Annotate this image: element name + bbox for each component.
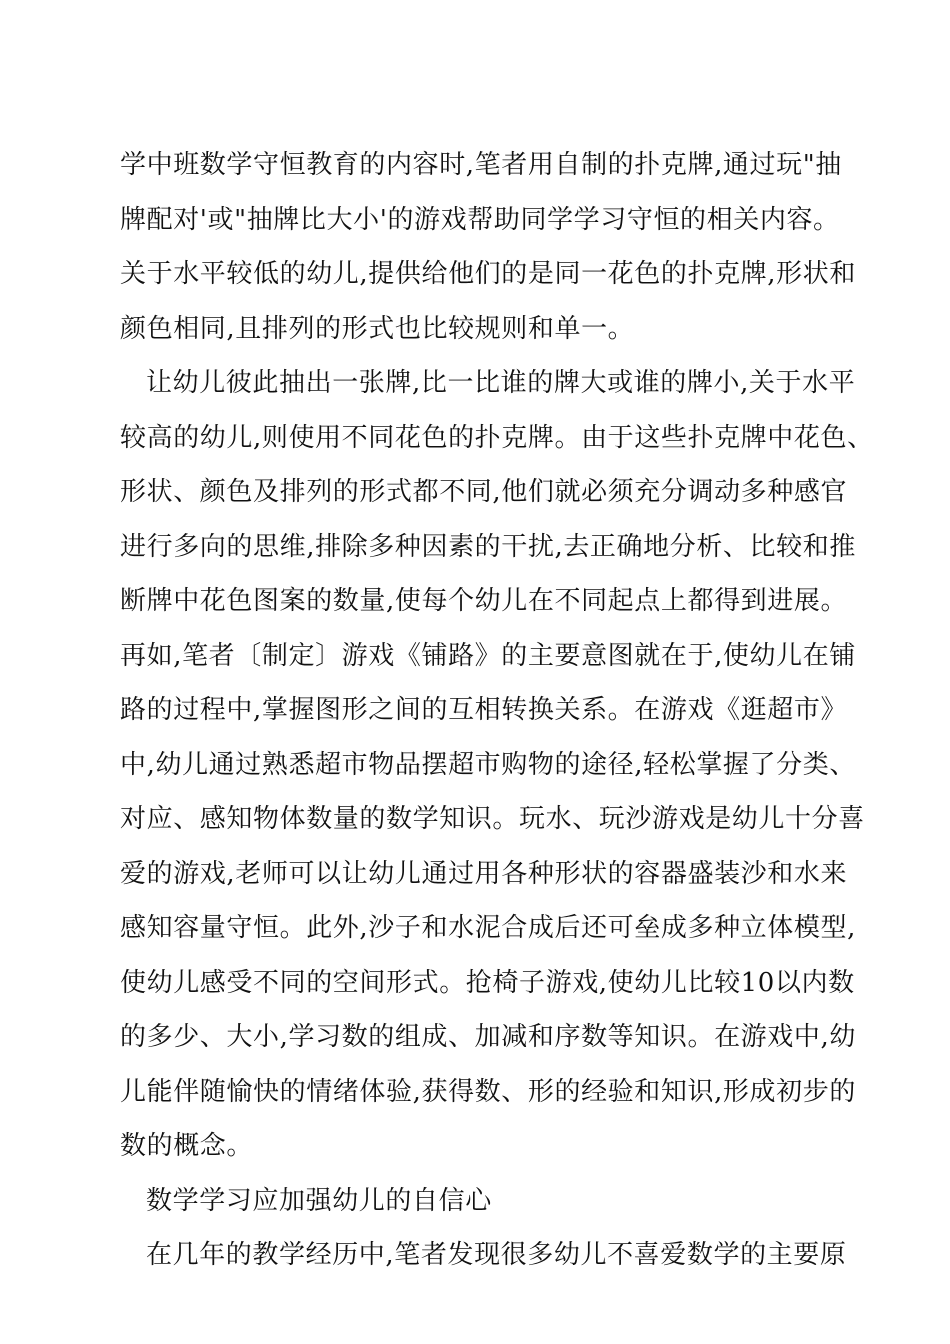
text-line-18: 儿能伴随愉快的情绪体验,获得数、形的经验和知识,形成初步的	[120, 1076, 856, 1107]
text-line-3: 关于水平较低的幼儿,提供给他们的是同一花色的扑克牌,形状和	[120, 259, 856, 289]
text-line-9: 断牌中花色图案的数量,使每个幼儿在不同起点上都得到进展。	[120, 586, 848, 616]
text-line-14: 爱的游戏,老师可以让幼儿通过用各种形状的容器盛装沙和水来	[120, 858, 848, 889]
text-line-21: 在几年的教学经历中,笔者发现很多幼儿不喜爱数学的主要原	[146, 1240, 847, 1270]
text-line-19: 数的概念。	[120, 1131, 254, 1161]
text-line-16: 使幼儿感受不同的空间形式。抢椅子游戏,使幼儿比较10以内数	[120, 967, 855, 998]
text-line-1: 学中班数学守恒教育的内容时,笔者用自制的扑克牌,通过玩"抽	[120, 150, 842, 180]
text-line-13: 对应、感知物体数量的数学知识。玩水、玩沙游戏是幼儿十分喜	[120, 804, 865, 834]
text-line-6: 较高的幼儿,则使用不同花色的扑克牌。由于这些扑克牌中花色、	[120, 422, 874, 453]
text-line-4: 颜色相同,且排列的形式也比较规则和单一。	[120, 313, 635, 344]
text-line-8: 进行多向的思维,排除多种因素的干扰,去正确地分析、比较和推	[120, 531, 856, 562]
text-line-15: 感知容量守恒。此外,沙子和水泥合成后还可垒成多种立体模型,	[120, 913, 856, 943]
text-line-12: 中,幼儿通过熟悉超市物品摆超市购物的途径,轻松掌握了分类、	[120, 749, 856, 780]
text-line-2: 牌配对'或"抽牌比大小'的游戏帮助同学学习守恒的相关内容。	[120, 204, 840, 235]
text-line-5: 让幼儿彼此抽出一张牌,比一比谁的牌大或谁的牌小,关于水平	[146, 368, 856, 398]
section-heading: 数学学习应加强幼儿的自信心	[146, 1185, 492, 1216]
text-line-7: 形状、颜色及排列的形式都不同,他们就必须充分调动多种感官	[120, 477, 848, 507]
text-line-10: 再如,笔者〔制定〕游戏《铺路》的主要意图就在于,使幼儿在铺	[120, 640, 856, 671]
body-text	[120, 138, 874, 1283]
text-line-11: 路的过程中,掌握图形之间的互相转换关系。在游戏《逛超市》	[120, 695, 848, 725]
text-line-17: 的多少、大小,学习数的组成、加减和序数等知识。在游戏中,幼	[120, 1022, 856, 1052]
